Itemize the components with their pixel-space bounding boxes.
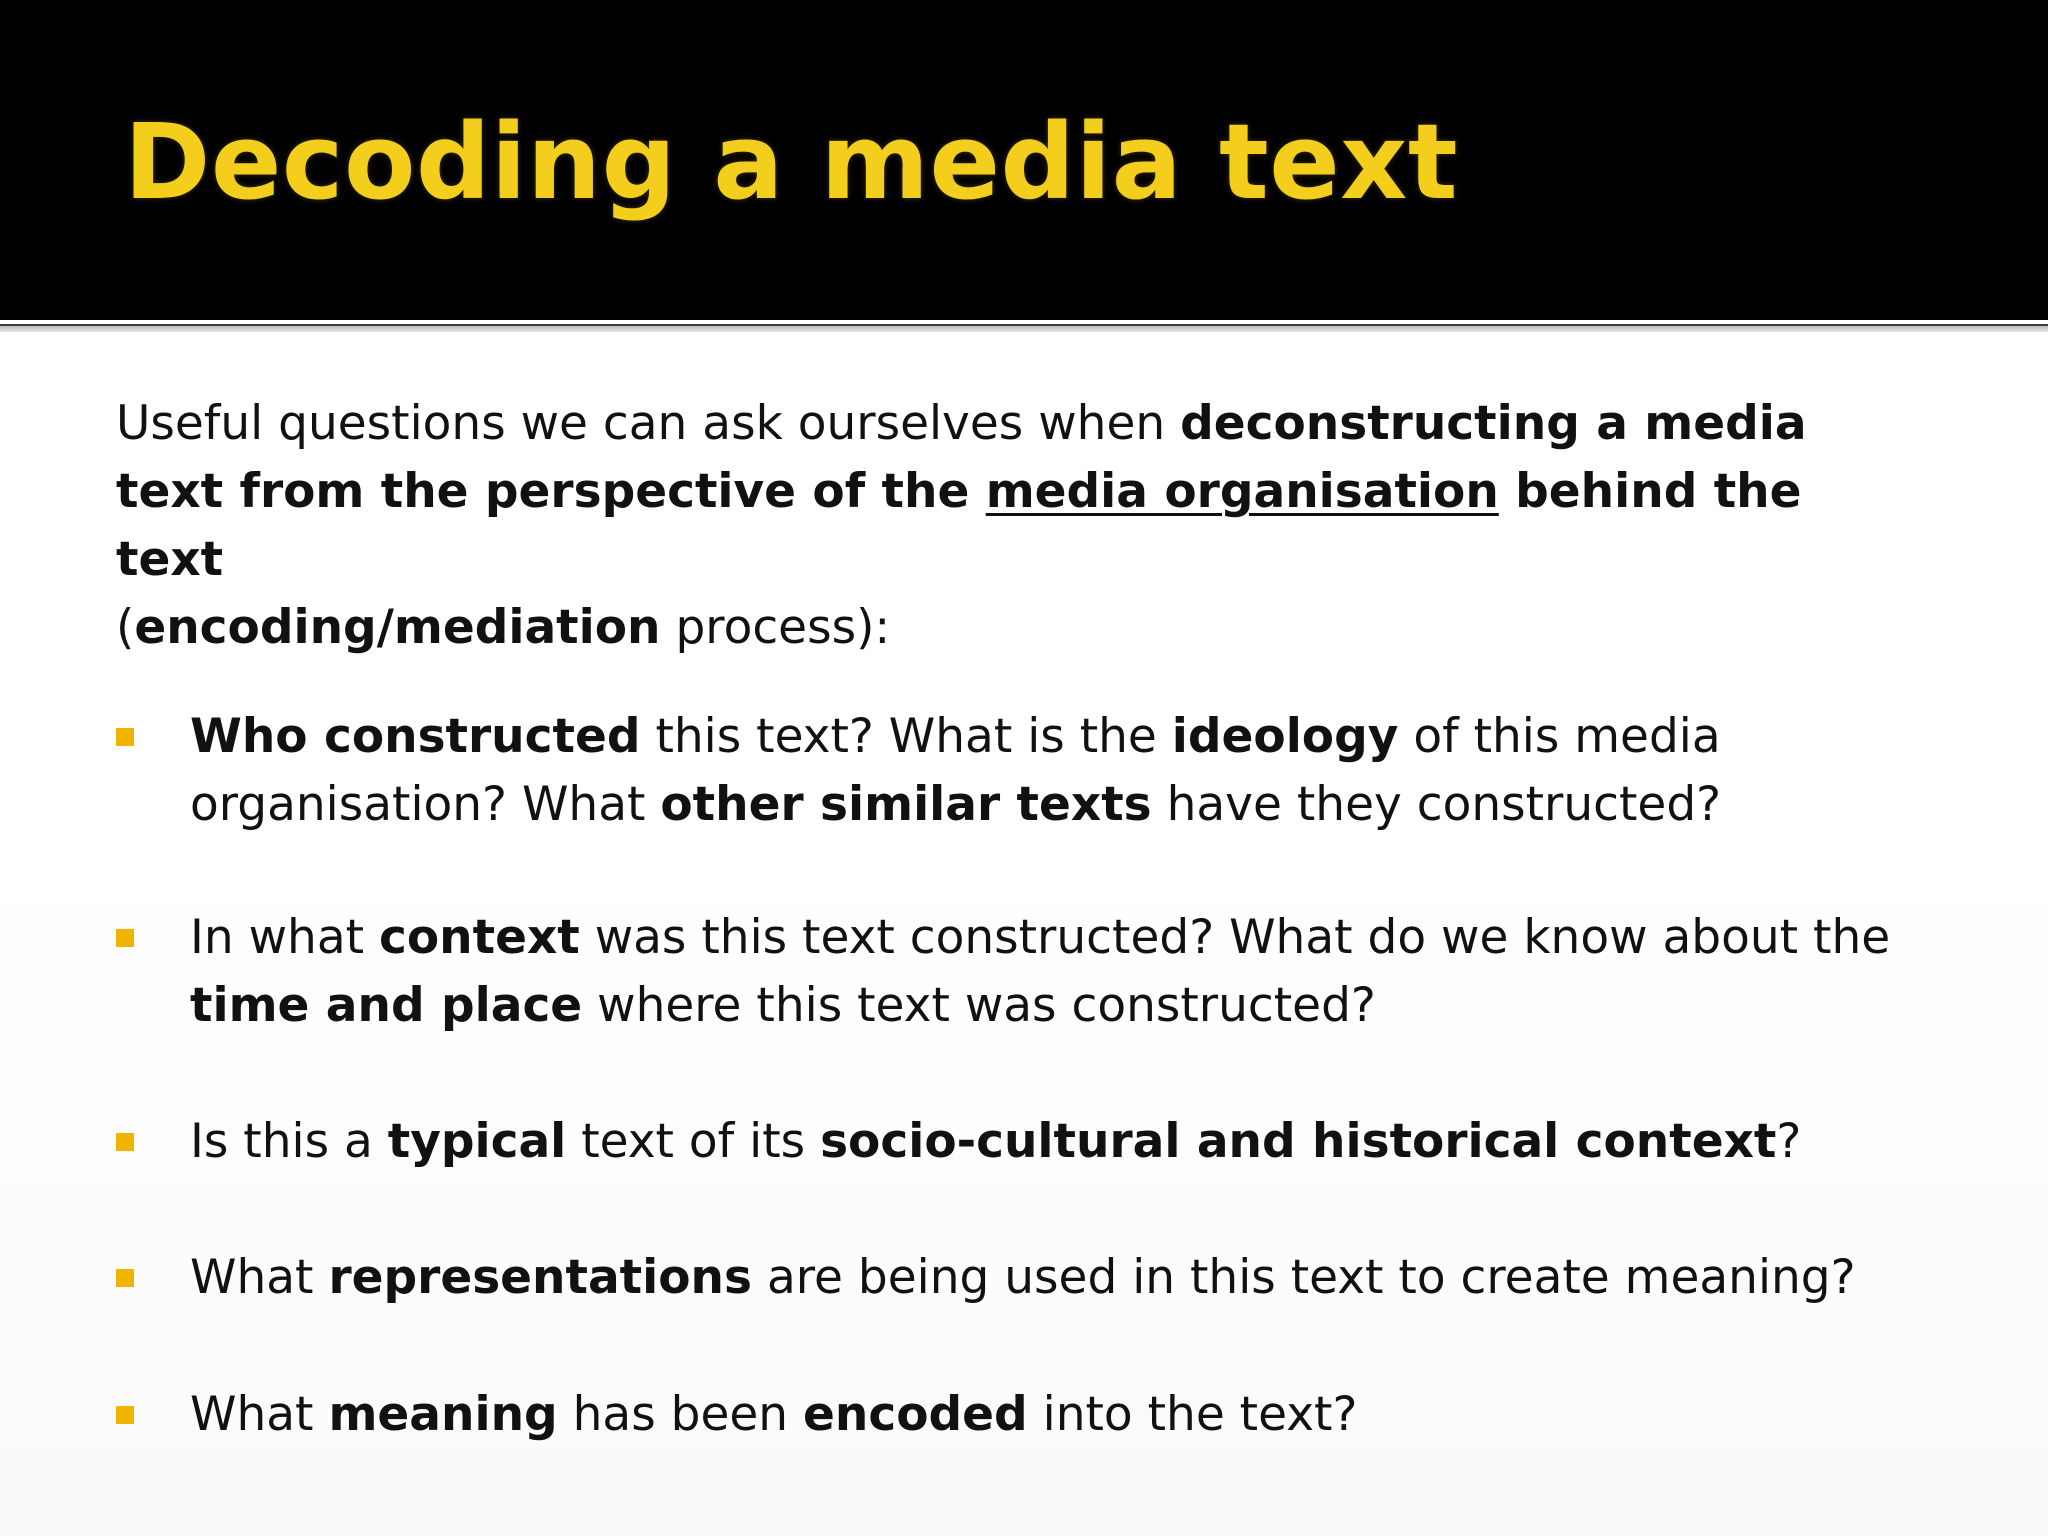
square-bullet-icon (116, 1133, 134, 1151)
question-text: Who constructed this text? What is the ideology of this media organisation? What other similar texts have they constructed? (190, 709, 1722, 832)
question-text: What meaning has been encoded into the text? (190, 1387, 1358, 1442)
intro-bold-text: behind the text (116, 464, 1802, 587)
title-bar (0, 0, 2048, 320)
square-bullet-icon (116, 728, 134, 746)
title-divider (0, 320, 2048, 332)
intro-text: Useful questions we can ask ourselves when (116, 396, 1181, 451)
intro-text: ( (116, 600, 135, 655)
question-text: Is this a typical text of its socio-cultural and historical context? (190, 1114, 1802, 1169)
slide-title: Decoding a media text (124, 101, 1459, 223)
square-bullet-icon (116, 929, 134, 947)
square-bullet-icon (116, 1406, 134, 1424)
intro-underlined-text: media organisation (985, 464, 1499, 519)
intro-text: process): (660, 600, 891, 655)
intro-paragraph (116, 390, 1916, 662)
square-bullet-icon (116, 1269, 134, 1287)
question-text: In what context was this text constructed? What do we know about the time and place where this text was constructed? (190, 910, 1891, 1033)
intro-bold-text: encoding/mediation (134, 600, 661, 655)
intro-bold-text: deconstructing a media text from the perspective of the (116, 396, 1807, 519)
question-text: What representations are being used in this text to create meaning? (190, 1250, 1856, 1305)
